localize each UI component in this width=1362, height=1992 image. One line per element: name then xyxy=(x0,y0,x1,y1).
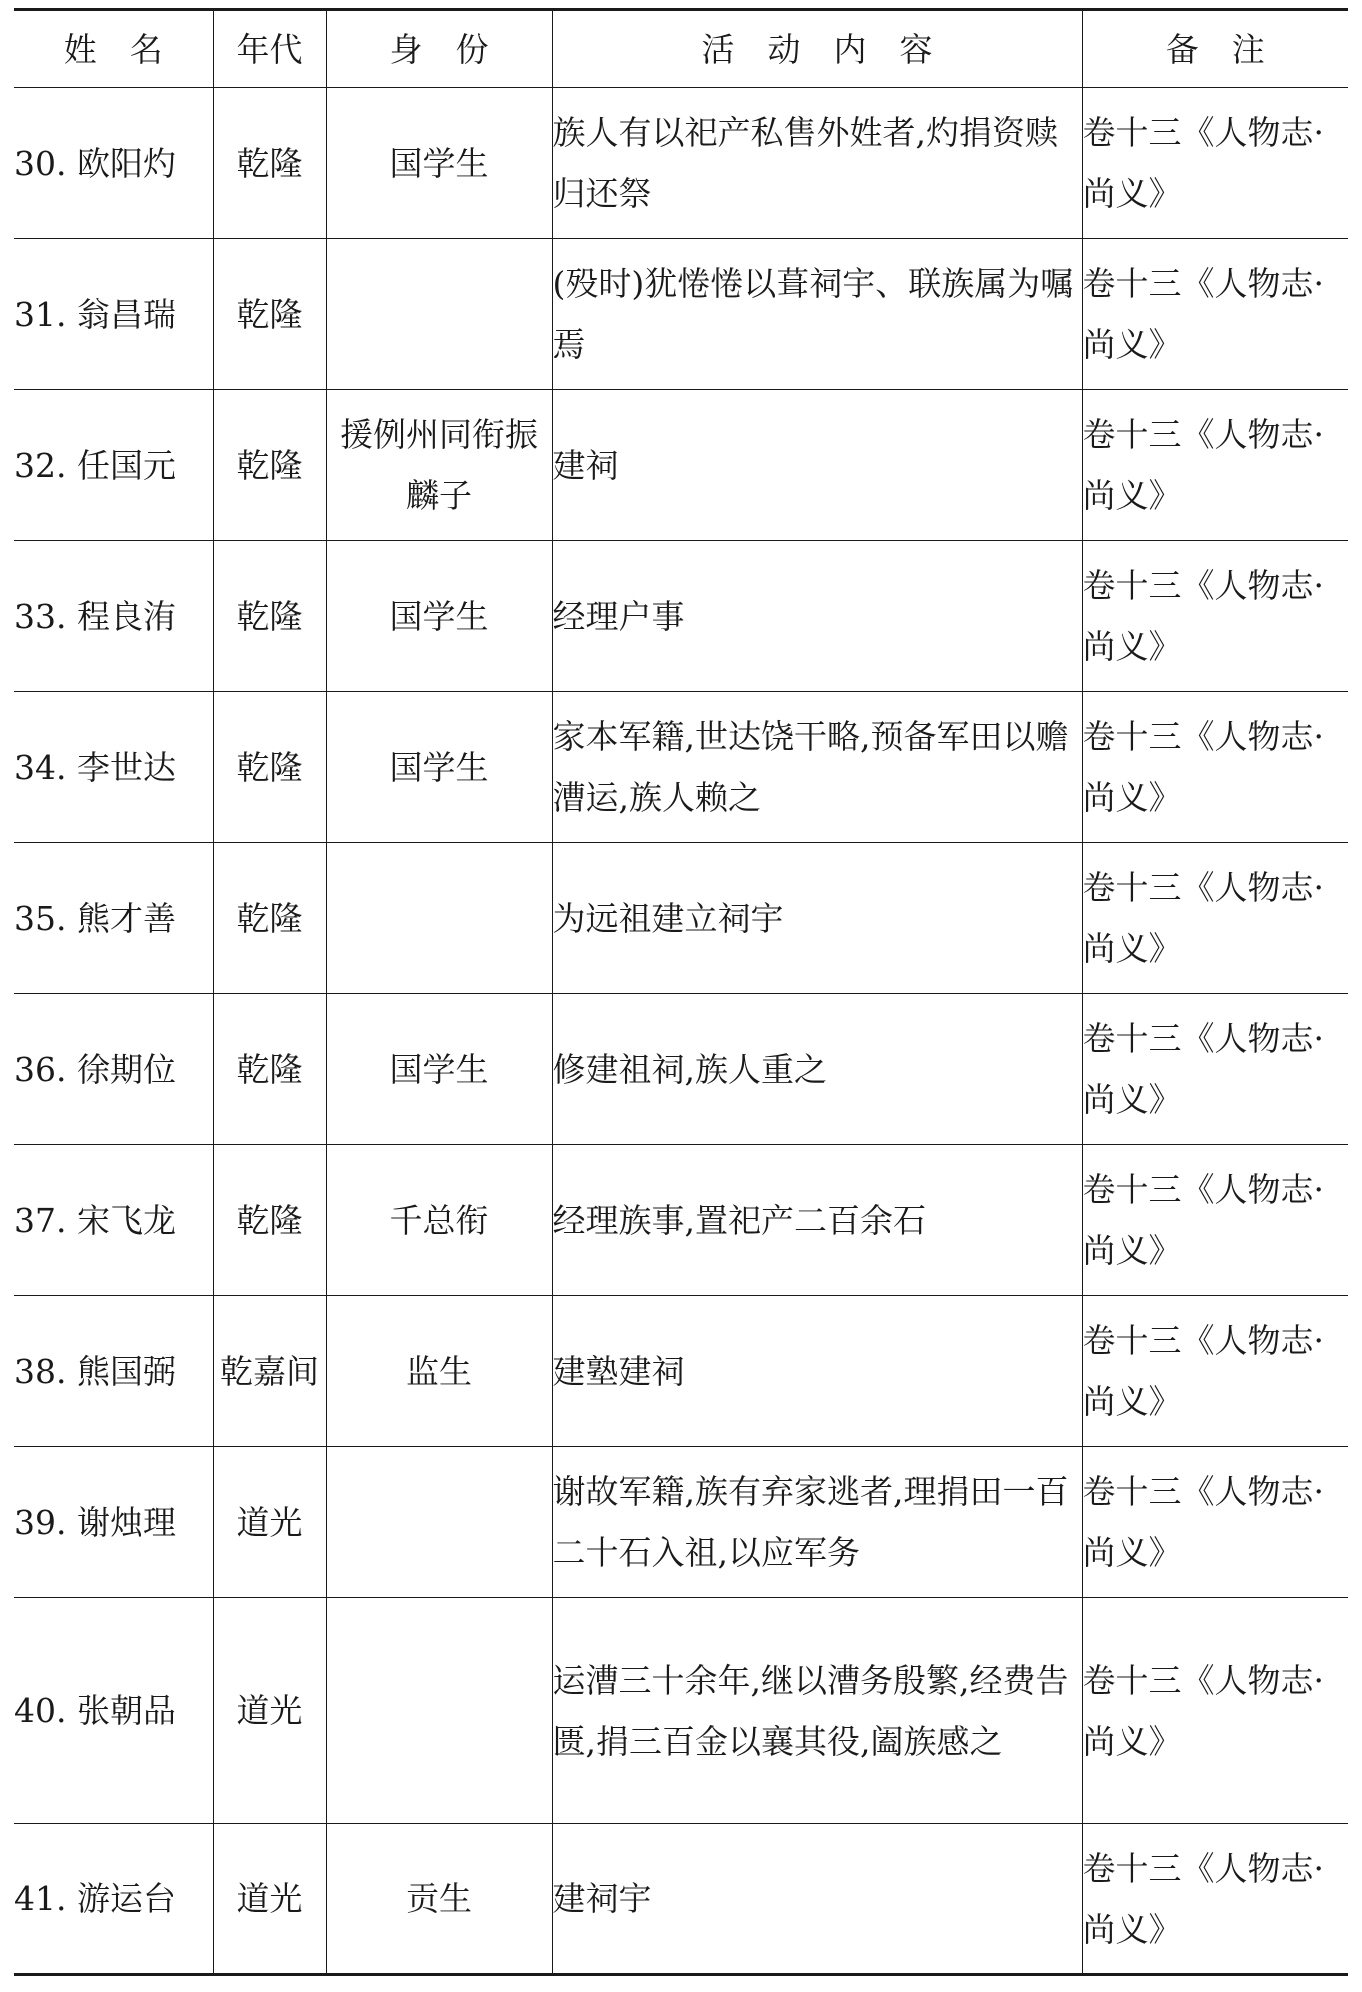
cell-name: 34. 李世达 xyxy=(14,692,213,843)
cell-name: 40. 张朝品 xyxy=(14,1598,213,1824)
cell-note: 卷十三《人物志·尚义》 xyxy=(1082,843,1348,994)
cell-activity: 家本军籍,世达饶干略,预备军田以赡漕运,族人赖之 xyxy=(552,692,1082,843)
cell-status: 国学生 xyxy=(326,994,552,1145)
table-body xyxy=(14,88,1348,1975)
cell-activity: (殁时)犹惓惓以葺祠宇、联族属为嘱焉 xyxy=(552,239,1082,390)
cell-era: 乾隆 xyxy=(213,88,326,239)
table-row xyxy=(14,239,1348,390)
person-activity-table xyxy=(14,8,1348,1976)
cell-name: 39. 谢烛理 xyxy=(14,1447,213,1598)
cell-status xyxy=(326,843,552,994)
cell-name: 37. 宋飞龙 xyxy=(14,1145,213,1296)
cell-name: 36. 徐期位 xyxy=(14,994,213,1145)
cell-era: 乾隆 xyxy=(213,843,326,994)
cell-activity: 经理族事,置祀产二百余石 xyxy=(552,1145,1082,1296)
cell-name: 33. 程良洧 xyxy=(14,541,213,692)
cell-status: 援例州同衔振麟子 xyxy=(326,390,552,541)
cell-status xyxy=(326,1598,552,1824)
cell-activity: 族人有以祀产私售外姓者,灼捐资赎归还祭 xyxy=(552,88,1082,239)
cell-name: 35. 熊才善 xyxy=(14,843,213,994)
table-row xyxy=(14,1598,1348,1824)
header-activity: 活 动 内 容 xyxy=(552,10,1082,88)
header-note: 备 注 xyxy=(1082,10,1348,88)
table-row xyxy=(14,692,1348,843)
cell-status: 贡生 xyxy=(326,1824,552,1975)
cell-status: 国学生 xyxy=(326,541,552,692)
table-header xyxy=(14,10,1348,88)
cell-activity: 运漕三十余年,继以漕务殷繁,经费告匮,捐三百金以襄其役,阖族感之 xyxy=(552,1598,1082,1824)
cell-era: 乾隆 xyxy=(213,390,326,541)
cell-status: 国学生 xyxy=(326,692,552,843)
table-row xyxy=(14,1296,1348,1447)
cell-era: 乾隆 xyxy=(213,692,326,843)
cell-note: 卷十三《人物志·尚义》 xyxy=(1082,1598,1348,1824)
cell-note: 卷十三《人物志·尚义》 xyxy=(1082,390,1348,541)
header-row xyxy=(14,10,1348,88)
cell-note: 卷十三《人物志·尚义》 xyxy=(1082,1145,1348,1296)
cell-note: 卷十三《人物志·尚义》 xyxy=(1082,1296,1348,1447)
header-status: 身 份 xyxy=(326,10,552,88)
cell-era: 乾隆 xyxy=(213,994,326,1145)
cell-note: 卷十三《人物志·尚义》 xyxy=(1082,1447,1348,1598)
cell-status: 监生 xyxy=(326,1296,552,1447)
cell-era: 道光 xyxy=(213,1447,326,1598)
cell-activity: 建祠宇 xyxy=(552,1824,1082,1975)
document-page xyxy=(14,8,1348,1976)
cell-name: 41. 游运台 xyxy=(14,1824,213,1975)
header-name: 姓 名 xyxy=(14,10,213,88)
cell-note: 卷十三《人物志·尚义》 xyxy=(1082,994,1348,1145)
table-row xyxy=(14,1824,1348,1975)
table-row xyxy=(14,843,1348,994)
cell-era: 道光 xyxy=(213,1824,326,1975)
cell-note: 卷十三《人物志·尚义》 xyxy=(1082,239,1348,390)
cell-activity: 为远祖建立祠宇 xyxy=(552,843,1082,994)
header-era: 年代 xyxy=(213,10,326,88)
cell-note: 卷十三《人物志·尚义》 xyxy=(1082,692,1348,843)
cell-activity: 修建祖祠,族人重之 xyxy=(552,994,1082,1145)
cell-status xyxy=(326,1447,552,1598)
cell-name: 31. 翁昌瑞 xyxy=(14,239,213,390)
cell-activity: 谢故军籍,族有弃家逃者,理捐田一百二十石入祖,以应军务 xyxy=(552,1447,1082,1598)
cell-name: 32. 任国元 xyxy=(14,390,213,541)
cell-era: 乾隆 xyxy=(213,239,326,390)
table-row xyxy=(14,390,1348,541)
cell-activity: 建祠 xyxy=(552,390,1082,541)
cell-note: 卷十三《人物志·尚义》 xyxy=(1082,88,1348,239)
cell-name: 38. 熊国弼 xyxy=(14,1296,213,1447)
cell-era: 乾隆 xyxy=(213,541,326,692)
table-row xyxy=(14,1447,1348,1598)
cell-era: 道光 xyxy=(213,1598,326,1824)
cell-status xyxy=(326,239,552,390)
table-row xyxy=(14,1145,1348,1296)
cell-status: 国学生 xyxy=(326,88,552,239)
cell-note: 卷十三《人物志·尚义》 xyxy=(1082,541,1348,692)
cell-activity: 建塾建祠 xyxy=(552,1296,1082,1447)
cell-era: 乾嘉间 xyxy=(213,1296,326,1447)
table-row xyxy=(14,994,1348,1145)
cell-activity: 经理户事 xyxy=(552,541,1082,692)
cell-note: 卷十三《人物志·尚义》 xyxy=(1082,1824,1348,1975)
table-row xyxy=(14,541,1348,692)
table-row xyxy=(14,88,1348,239)
cell-era: 乾隆 xyxy=(213,1145,326,1296)
cell-name: 30. 欧阳灼 xyxy=(14,88,213,239)
cell-status: 千总衔 xyxy=(326,1145,552,1296)
